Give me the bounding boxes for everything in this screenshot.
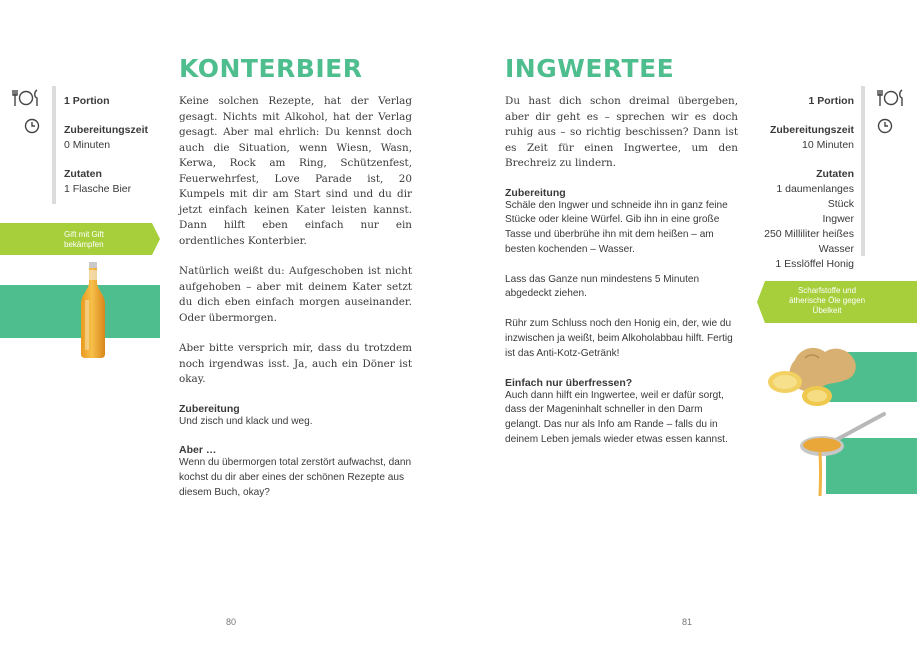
recipe-info xyxy=(750,94,854,272)
section-text: Lass das Ganze nun mindestens 5 Minuten abgedeckt ziehen. xyxy=(505,273,700,300)
recipe-title: KONTERBIER xyxy=(179,54,363,83)
ingredient-item: Ingwer xyxy=(822,213,854,225)
prep-time-value: 0 Minuten xyxy=(64,139,111,151)
section-heading: Einfach nur überfressen? xyxy=(505,376,633,389)
portion-label: 1 Portion xyxy=(808,95,854,107)
clock-icon xyxy=(877,118,893,134)
prep-time-label: Zubereitungszeit xyxy=(769,124,854,136)
intro-paragraph: Aber bitte versprich mir, dass du trotzdem noch irgendwas isst. Ja, auch ein Döner ist okay. xyxy=(179,342,412,385)
section-text: Und zisch und klack und weg. xyxy=(179,415,313,427)
recipe-body xyxy=(505,94,738,463)
prep-time-value: 10 Minuten xyxy=(802,139,854,151)
ingredients-label: Zutaten xyxy=(816,168,854,180)
side-divider xyxy=(52,86,56,204)
page-number: 81 xyxy=(682,617,693,627)
side-divider xyxy=(861,86,865,256)
plate-cutlery-icon xyxy=(12,88,40,108)
section-text: Schäle den Ingwer und schneide ihn in ganz feine Stücke oder kleine Würfel. Gib ihn in eine große Tasse und überbrühe ihn mit dem heißen – am besten kochenden – Wasser. xyxy=(505,199,728,255)
prep-time-label: Zubereitungszeit xyxy=(64,124,149,136)
section-text: Rühr zum Schluss noch den Honig ein, der, wie du inzwischen ja weißt, beim Alkoholabbau hilft. Fertig ist das Anti-Kotz-Getränk! xyxy=(505,318,733,359)
ingredient-item: Wasser xyxy=(818,243,854,255)
recipe-body xyxy=(179,94,412,516)
ingredient-item: 1 Esslöffel Honig xyxy=(775,258,854,270)
ingredient-item: 1 Flasche Bier xyxy=(64,183,132,195)
portion-label: 1 Portion xyxy=(64,95,110,107)
recipe-info xyxy=(64,94,154,197)
honey-spoon-image xyxy=(796,410,886,496)
clock-icon xyxy=(24,118,40,134)
page-number: 80 xyxy=(226,617,237,627)
section-heading: Zubereitung xyxy=(179,402,240,415)
intro-paragraph: Natürlich weißt du: Aufgeschoben ist nicht aufgehoben – aber mit deinem Kater setzt du dich eben einfach morgen auseinander. Oder übermorgen. xyxy=(179,265,412,324)
section-text: Wenn du übermorgen total zerstört aufwachst, dann kochst du dir aber eines der schönen Rezepte aus diesem Buch, okay? xyxy=(179,457,412,498)
tip-banner-text: Scharfstoffe und ätherische Öle gegen Übelkeit xyxy=(788,286,866,315)
plate-cutlery-icon xyxy=(877,88,905,108)
tip-banner-text: Gift mit Gift bekämpfen xyxy=(64,230,104,249)
ingredient-item: 1 daumenlanges Stück xyxy=(776,183,854,210)
intro-paragraph: Keine solchen Rezepte, hat der Verlag gesagt. Nichts mit Alkohol, hat der Verlag gesagt. Aber mal ehrlich: Du kennst doch auch die Situation, wenn Wiesn, Wasn, Kerwa, Rock am Ring, Schützenfest, Feuerwehrfest, Love Parade ist, 20 Kumpels mit dir am Start sind und du dir jetzt einfach keinen Kater leisten kannst. Dann hilft eben einfach nur ein ordentliches Konterbier. xyxy=(179,95,412,247)
ingredient-item: 250 Milliliter heißes xyxy=(764,228,854,240)
section-text: Auch dann hilft ein Ingwertee, weil er dafür sorgt, dass der Mageninhalt schneller in den Darm gelangt. Das nur als Info am Rande – falls du in deinem Leben jemals wieder etwas essen kannst. xyxy=(505,389,728,446)
recipe-title: INGWERTEE xyxy=(505,54,675,83)
section-heading: Zubereitung xyxy=(505,186,566,199)
intro-paragraph: Du hast dich schon dreimal übergeben, aber dir geht es – sprechen wir es doch ruhig aus – so richtig beschissen? Dann ist es Zeit für einen Ingwertee, um den Brechreiz zu lindern. xyxy=(505,95,738,169)
ingredients-label: Zutaten xyxy=(64,168,102,180)
section-heading: Aber … xyxy=(179,444,217,457)
ginger-image xyxy=(765,340,865,412)
beer-bottle-image xyxy=(78,260,108,360)
